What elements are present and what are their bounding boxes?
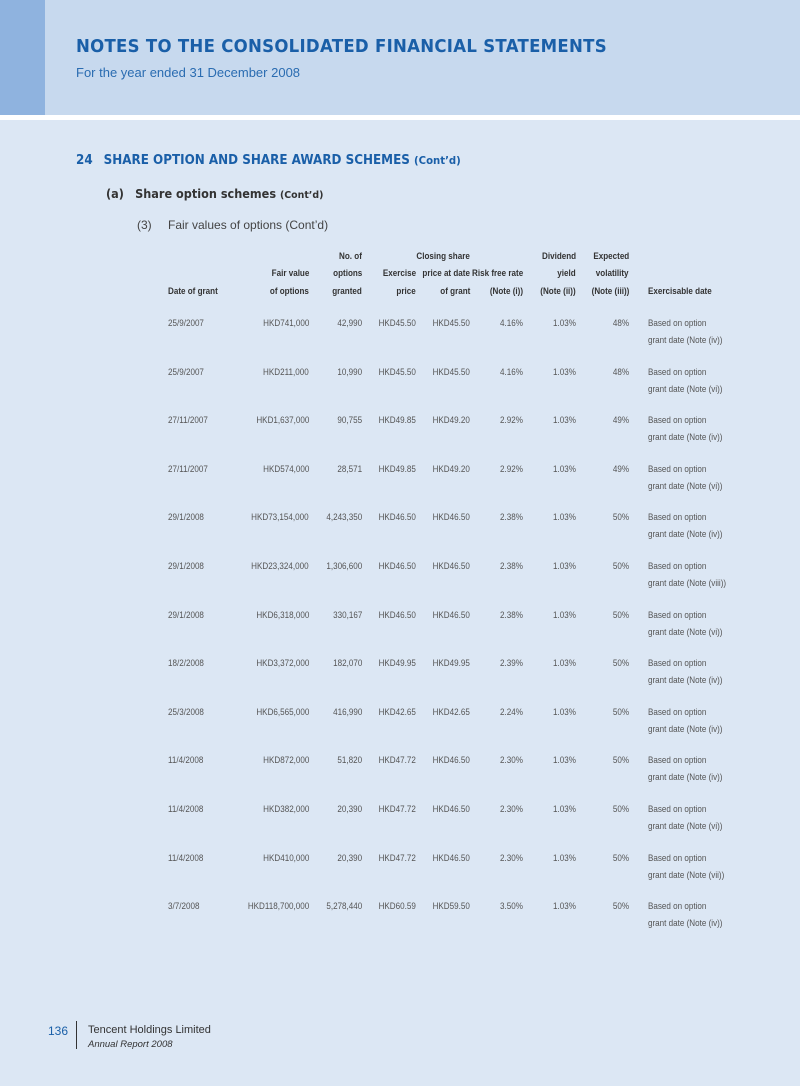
cell-div: 1.03% [553,318,576,329]
cell-fair: HKD23,324,000 [251,561,309,572]
cell-fair: HKD410,000 [262,853,309,864]
cell-ex: HKD42.65 [378,707,416,718]
cell-exercisable-line-1: Based on option [648,512,707,523]
header-div-line-3: (Note (ii)) [540,286,576,297]
cell-close: HKD42.65 [432,707,470,718]
footer-company: Tencent Holdings Limited [88,1024,211,1036]
cell-vol: 50% [612,901,629,912]
header-accent-bar [0,0,45,115]
cell-fair: HKD741,000 [262,318,309,329]
cell-close: HKD49.20 [432,464,470,475]
cell-fair: HKD73,154,000 [251,512,309,523]
header-risk-line-1: Risk free rate [471,268,523,279]
cell-num: 182,070 [332,658,362,669]
cell-date: 25/3/2008 [168,707,204,718]
cell-fair: HKD118,700,000 [247,901,309,912]
cell-close: HKD46.50 [432,804,470,815]
section-heading [76,153,461,168]
cell-exercisable-line-2: grant date (Note (vii)) [648,870,725,881]
cell-exercisable-line-2: grant date (Note (iv)) [648,918,723,929]
cell-fair: HKD211,000 [263,367,309,378]
cell-ex: HKD60.59 [378,901,416,912]
cell-date: 25/9/2007 [168,318,204,329]
cell-risk: 2.92% [500,415,523,426]
section-title: SHARE OPTION AND SHARE AWARD SCHEMES [103,153,410,168]
cell-div: 1.03% [553,755,576,766]
cell-fair: HKD1,637,000 [256,415,309,426]
cell-div: 1.03% [553,853,576,864]
cell-exercisable-line-1: Based on option [648,318,707,329]
cell-exercisable-line-2: grant date (Note (iv)) [648,724,723,735]
cell-fair: HKD3,372,000 [256,658,309,669]
subsubsection-title: Fair values of options (Cont’d) [168,218,329,232]
cell-date: 11/4/2008 [168,755,204,766]
cell-ex: HKD46.50 [378,561,416,572]
header-fair-line-1: Fair value [271,268,309,279]
cell-div: 1.03% [553,415,576,426]
cell-exercisable-line-2: grant date (Note (vi)) [648,384,723,395]
header-close-line-2: price at date [422,268,470,279]
header-close-line-1: Closing share [416,251,470,262]
header-ex-line-1: Exercise [382,268,416,279]
cell-num: 5,278,440 [326,901,362,912]
cell-num: 4,243,350 [326,512,362,523]
cell-exercisable-line-1: Based on option [648,804,707,815]
cell-div: 1.03% [553,804,576,815]
cell-num: 42,990 [337,318,362,329]
header-num-line-3: granted [332,286,362,297]
page-title: NOTES TO THE CONSOLIDATED FINANCIAL STATEMENTS [76,36,607,57]
cell-fair: HKD872,000 [262,755,309,766]
cell-div: 1.03% [553,464,576,475]
cell-ex: HKD46.50 [378,610,416,621]
cell-vol: 50% [612,755,629,766]
cell-vol: 50% [612,853,629,864]
cell-risk: 2.30% [500,804,523,815]
subsubsection-number: (3) [137,218,152,232]
cell-risk: 2.38% [500,610,523,621]
cell-fair: HKD6,565,000 [256,707,309,718]
header-risk-line-2: (Note (i)) [489,286,523,297]
cell-close: HKD46.50 [432,512,470,523]
header-divider [0,115,800,120]
cell-date: 27/11/2007 [168,415,208,426]
cell-num: 20,390 [337,853,362,864]
header-div-line-1: Dividend [541,251,576,262]
cell-vol: 49% [612,464,629,475]
cell-exercisable-line-2: grant date (Note (iv)) [648,675,723,686]
header-date-line-1: Date of grant [168,286,218,297]
cell-close: HKD46.50 [432,561,470,572]
cell-date: 3/7/2008 [168,901,200,912]
cell-vol: 50% [612,804,629,815]
cell-ex: HKD49.95 [378,658,416,669]
cell-date: 18/2/2008 [168,658,204,669]
cell-vol: 48% [612,318,629,329]
cell-date: 29/1/2008 [168,610,204,621]
cell-div: 1.03% [553,561,576,572]
cell-risk: 2.92% [500,464,523,475]
cell-fair: HKD574,000 [262,464,309,475]
header-vol-line-3: (Note (iii)) [591,286,629,297]
header-num-line-1: No. of [339,251,362,262]
cell-exercisable-line-1: Based on option [648,658,707,669]
header-vol-line-2: volatility [596,268,629,279]
cell-num: 416,990 [332,707,362,718]
cell-exercisable-line-2: grant date (Note (vi)) [648,481,723,492]
cell-close: HKD46.50 [432,610,470,621]
cell-div: 1.03% [553,512,576,523]
cell-div: 1.03% [553,367,576,378]
subsection-title: Share option schemes [135,187,277,201]
cell-date: 27/11/2007 [168,464,208,475]
cell-vol: 49% [612,415,629,426]
cell-vol: 50% [612,610,629,621]
header-exer-line-1: Exercisable date [648,286,712,297]
footer-report: Annual Report 2008 [88,1039,173,1050]
cell-ex: HKD46.50 [378,512,416,523]
cell-vol: 50% [612,512,629,523]
cell-vol: 50% [612,707,629,718]
cell-exercisable-line-2: grant date (Note (vi)) [648,821,723,832]
cell-exercisable-line-2: grant date (Note (iv)) [648,772,723,783]
cell-close: HKD46.50 [432,755,470,766]
cell-exercisable-line-2: grant date (Note (iv)) [648,335,723,346]
cell-exercisable-line-2: grant date (Note (iv)) [648,432,723,443]
cell-date: 11/4/2008 [168,853,204,864]
cell-exercisable-line-2: grant date (Note (iv)) [648,529,723,540]
cell-num: 51,820 [337,755,362,766]
subsection-heading [106,187,323,201]
cell-date: 29/1/2008 [168,512,204,523]
cell-exercisable-line-1: Based on option [648,853,707,864]
subsection-number: (a) [106,187,124,201]
cell-exercisable-line-1: Based on option [648,755,707,766]
cell-risk: 3.50% [500,901,523,912]
cell-risk: 2.30% [500,853,523,864]
cell-risk: 2.38% [500,512,523,523]
cell-risk: 4.16% [500,367,523,378]
cell-risk: 2.38% [500,561,523,572]
cell-vol: 50% [612,658,629,669]
header-div-line-2: yield [557,268,576,279]
cell-div: 1.03% [553,707,576,718]
cell-close: HKD46.50 [432,853,470,864]
cell-exercisable-line-2: grant date (Note (viii)) [648,578,727,589]
cell-risk: 4.16% [500,318,523,329]
cell-num: 90,755 [337,415,362,426]
cell-num: 330,167 [332,610,362,621]
cell-ex: HKD49.85 [378,464,416,475]
cell-exercisable-line-1: Based on option [648,561,707,572]
cell-ex: HKD49.85 [378,415,416,426]
cell-exercisable-line-1: Based on option [648,367,707,378]
cell-fair: HKD6,318,000 [256,610,309,621]
cell-exercisable-line-1: Based on option [648,707,707,718]
cell-div: 1.03% [553,901,576,912]
section-suffix: (Cont’d) [414,154,461,167]
header-close-line-3: of grant [439,286,470,297]
cell-num: 20,390 [337,804,362,815]
cell-num: 10,990 [337,367,362,378]
cell-date: 29/1/2008 [168,561,204,572]
cell-ex: HKD47.72 [378,853,416,864]
page-subtitle: For the year ended 31 December 2008 [76,65,301,80]
cell-close: HKD45.50 [432,367,470,378]
cell-close: HKD49.20 [432,415,470,426]
cell-ex: HKD45.50 [378,367,416,378]
cell-num: 1,306,600 [326,561,362,572]
subsection-suffix: (Cont’d) [279,190,324,201]
section-number: 24 [76,153,93,168]
cell-date: 11/4/2008 [168,804,204,815]
cell-ex: HKD45.50 [378,318,416,329]
header-num-line-2: options [332,268,362,279]
cell-close: HKD59.50 [432,901,470,912]
cell-risk: 2.39% [500,658,523,669]
cell-exercisable-line-2: grant date (Note (vi)) [648,627,723,638]
cell-exercisable-line-1: Based on option [648,610,707,621]
cell-num: 28,571 [337,464,362,475]
cell-exercisable-line-1: Based on option [648,464,707,475]
cell-ex: HKD47.72 [378,755,416,766]
cell-fair: HKD382,000 [262,804,309,815]
cell-exercisable-line-1: Based on option [648,415,707,426]
page-number: 136 [48,1024,69,1038]
page-header-band [0,0,800,115]
cell-exercisable-line-1: Based on option [648,901,707,912]
cell-div: 1.03% [553,658,576,669]
header-ex-line-2: price [396,286,416,297]
footer-divider [76,1021,77,1049]
header-vol-line-1: Expected [593,251,629,262]
cell-risk: 2.24% [500,707,523,718]
cell-date: 25/9/2007 [168,367,204,378]
cell-ex: HKD47.72 [378,804,416,815]
subsubsection-heading [137,218,328,232]
cell-close: HKD45.50 [432,318,470,329]
cell-close: HKD49.95 [432,658,470,669]
cell-risk: 2.30% [500,755,523,766]
cell-vol: 50% [612,561,629,572]
cell-div: 1.03% [553,610,576,621]
cell-vol: 48% [612,367,629,378]
header-fair-line-2: of options [269,286,309,297]
